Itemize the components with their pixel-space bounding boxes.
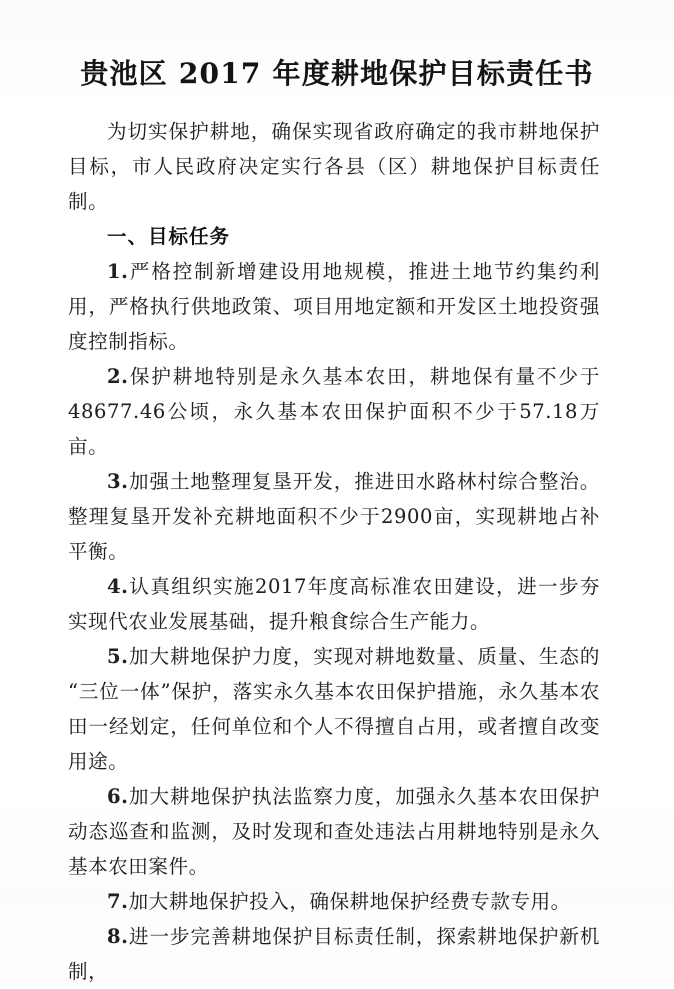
list-item xyxy=(68,639,600,779)
list-item-number: 6. xyxy=(107,785,129,809)
list-item-number: 7. xyxy=(107,890,129,914)
list-item xyxy=(68,359,600,464)
list-item-text: 加大耕地保护投入，确保耕地保护经费专款专用。 xyxy=(128,890,571,914)
list-item-text: 加大耕地保护执法监察力度，加强永久基本农田保护动态巡查和监测，及时发现和查处违法占用耕地特别是永久基本农田案件。 xyxy=(68,785,600,879)
list-item-number: 2. xyxy=(107,365,129,389)
list-item-number: 4. xyxy=(107,575,129,599)
list-item-number: 3. xyxy=(107,470,129,494)
list-item-number: 8. xyxy=(107,925,129,949)
list-item-text: 保护耕地特别是永久基本农田，耕地保有量不少于48677.46公顷，永久基本农田保护面积不少于57.18万亩。 xyxy=(68,365,600,459)
list-item-text: 加大耕地保护力度，实现对耕地数量、质量、生态的“三位一体”保护，落实永久基本农田保护措施，永久基本农田一经划定，任何单位和个人不得擅自占用，或者擅自改变用途。 xyxy=(68,645,600,774)
list-item xyxy=(68,884,600,919)
section-heading-objectives: 一、目标任务 xyxy=(107,225,231,249)
list-item-text: 加强土地整理复垦开发，推进田水路林村综合整治。整理复垦开发补充耕地面积不少于2900亩，实现耕地占补平衡。 xyxy=(68,470,600,564)
page-title: 贵池区 2017 年度耕地保护目标责任书 xyxy=(80,57,594,90)
list-item xyxy=(68,779,600,884)
list-item-number: 5. xyxy=(107,645,129,669)
list-item-number: 1. xyxy=(107,260,129,284)
list-item-text: 认真组织实施2017年度高标准农田建设，进一步夯实现代农业发展基础，提升粮食综合生产能力。 xyxy=(68,575,600,634)
list-item-text: 进一步完善耕地保护目标责任制，探索耕地保护新机制， xyxy=(68,925,600,984)
list-item xyxy=(68,919,600,989)
list-item xyxy=(68,464,600,569)
document-body xyxy=(0,92,674,989)
list-item xyxy=(68,569,600,639)
preamble-paragraph: 为切实保护耕地，确保实现省政府确定的我市耕地保护目标，市人民政府决定实行各县（区）耕地保护目标责任制。 xyxy=(68,120,600,214)
list-item xyxy=(68,254,600,359)
list-item-text: 严格控制新增建设用地规模，推进土地节约集约利用，严格执行供地政策、项目用地定额和开发区土地投资强度控制指标。 xyxy=(68,260,600,354)
